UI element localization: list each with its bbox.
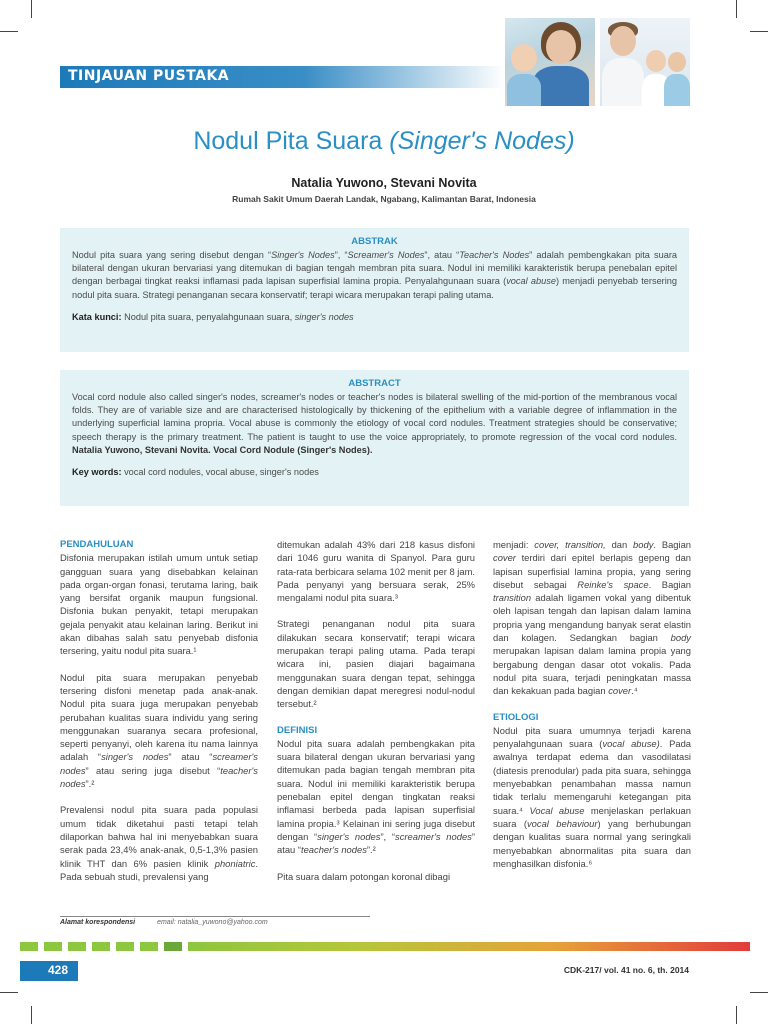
abstrak-box bbox=[60, 228, 689, 352]
abstrak-heading: ABSTRAK bbox=[351, 236, 398, 247]
paragraph: Prevalensi nodul pita suara pada populasi umum tidak diketahui pasti tetapi telah dilaporkan bahwa hal ini menyebabkan suara serak pada 23,4% anak-anak, 0,5-1,3% pasien klinik THT dan 6% pasien klinik phoniatric. Pada sebuah studi, prevalensi yang bbox=[60, 804, 258, 882]
footnote-rule bbox=[60, 916, 370, 917]
stripe-square bbox=[116, 942, 134, 951]
photo-doctor-child bbox=[505, 18, 595, 106]
stripe-square bbox=[92, 942, 110, 951]
abstract-heading: ABSTRACT bbox=[348, 378, 401, 389]
abstrak-text: Nodul pita suara yang sering disebut dengan “Singer's Nodes”, “Screamer's Nodes”, atau “Teacher's Nodes” adalah pembengkakan pita suara bilateral dengan ukuran bervariasi yang ditemukan di bagian tengah membran pita suara. Nodul ini memiliki karakteristik berupa penebalan epitel dengan berbagai tingkat reaksi inflamasi pada lapisan superfisial lamina propia. Penyalahgunaan suara (vocal abuse) menjadi penyebab tersering nodul pita suara. Strategi penanganan secara konservatif; terapi wicara merupakan terapi paling utama. bbox=[72, 250, 678, 300]
header-photos bbox=[505, 18, 690, 106]
stripe-square bbox=[164, 942, 182, 951]
crop-mark bbox=[0, 992, 18, 993]
paragraph: Nodul pita suara umumnya terjadi karena penyalahgunaan suara (vocal abuse). Pada awalnya terdapat edema dan vasodilatasi (diatesis prenodular) pada pita suara, sehingga menyebabkan penambahan massa namun tidak terlalu memengaruhi ketegangan pita suara.⁴ Vocal abuse menjelaskan perlakuan suara (vocal behaviour) yang berhubungan dengan kualitas suara normal yang seringkali menyebabkan abnormalitas pita suara dan menghasilkan disfonia.⁶ bbox=[493, 724, 692, 869]
footnote bbox=[60, 919, 268, 926]
stripe-square bbox=[68, 942, 86, 951]
heading-etiologi: ETIOLOGI bbox=[493, 711, 539, 723]
stripe-square bbox=[44, 942, 62, 951]
stripe-square bbox=[20, 942, 38, 951]
paragraph: ditemukan adalah 43% dari 218 kasus disfoni dari 1046 guru wanita di Spanyol. Para guru rata-rata berbicara selama 102 menit per 8 jam. Pada penyanyi yang bersuara serak, 25% mengalami nodul pita suara.³ bbox=[277, 539, 476, 604]
crop-mark bbox=[31, 0, 32, 18]
authors: Natalia Yuwono, Stevani Novita bbox=[291, 176, 477, 190]
paragraph: Strategi penanganan nodul pita suara dilakukan secara konservatif; terapi wicara merupakan terapi paling utama. Pada terapi wicara ini, pasien diajari bagaimana menggunakan suara dengan tepat, sehingga dengan demikian dapat meregresi nodul-nodul tersebut.² bbox=[277, 618, 475, 710]
kata-kunci: Kata kunci: Nodul pita suara, penyalahgunaan suara, singer's nodes bbox=[72, 311, 354, 322]
title-alt: (Singer's Nodes) bbox=[389, 127, 575, 155]
article-title bbox=[0, 127, 768, 156]
abstract-box bbox=[60, 370, 689, 506]
paragraph: Disfonia merupakan istilah umum untuk setiap gangguan suara yang disebabkan kelainan pada organ-organ fonasi, terutama laring, baik yang bersifat organik maupun fungsional. Disfonia bukan penyakit, tetapi merupakan gejala penyakit atau kelainan laring. Berikut ini akan dibahas salah satu penyebab disfonia tersering, yaitu nodul pita suara.¹ bbox=[60, 552, 258, 657]
section-tag: TINJAUAN PUSTAKA bbox=[68, 68, 230, 84]
column-1 bbox=[60, 538, 258, 896]
key-words: Key words: vocal cord nodules, vocal abuse, singer's nodes bbox=[72, 467, 319, 478]
journal-citation: CDK-217/ vol. 41 no. 6, th. 2014 bbox=[563, 965, 689, 975]
heading-definisi: DEFINISI bbox=[277, 724, 318, 736]
column-3 bbox=[493, 538, 691, 883]
crop-mark bbox=[736, 1006, 737, 1024]
crop-mark bbox=[750, 992, 768, 993]
paragraph: Nodul pita suara merupakan penyebab tersering disfoni menetap pada anak-anak. Nodul pita suara juga merupakan penyebab perubahan kualitas suara individu yang sering menggunakan suaranya secara profesional, seperti penyanyi, oleh karena itu nama lainnya adalah “singer's nodes” atau “screamer's nodes” atau sering juga disebut “teacher's nodes”.² bbox=[60, 671, 258, 790]
photo-medical-team bbox=[600, 18, 690, 106]
page-number: 428 bbox=[48, 963, 69, 977]
abstract-text: Vocal cord nodule also called singer's nodes, screamer's nodes or teacher's nodes is bilateral swelling of the mid-portion of the membranous vocal folds. They are of variable size and are characterised histologically by thickening of the epithelium with a variable degree of inflammation in the underlying superficial lamina propria. Vocal abuse is commonly the etiology of vocal cord nodules. Treatment strategies should be conservative; speech therapy is the primary treatment. The patient is taught to use the voice appropriately, to promote regression of the vocal cord nodules. Natalia Yuwono, Stevani Novita. Vocal Cord Nodule (Singer's Nodes). bbox=[72, 392, 677, 455]
crop-mark bbox=[736, 0, 737, 18]
affiliation: Rumah Sakit Umum Daerah Landak, Ngabang, Kalimantan Barat, Indonesia bbox=[232, 194, 536, 204]
title-main: Nodul Pita Suara bbox=[193, 127, 383, 155]
paragraph: Nodul pita suara adalah pembengkakan pita suara bilateral dengan ukuran bervariasi yang ditemukan pada bagian tengah membran pita suara. Nodul ini memiliki karakteristik berupa penebalan epitel dengan tingkatan reaksi inflamasi berbeda pada lapisan superfisial lamina propia.³ Kelainan ini sering juga disebut dengan “singer's nodes”, “screamer's nodes” atau “teacher's nodes”.² bbox=[277, 737, 475, 856]
stripe-bar bbox=[188, 942, 750, 951]
column-2 bbox=[277, 538, 475, 896]
crop-mark bbox=[31, 1006, 32, 1024]
heading-pendahuluan: PENDAHULUAN bbox=[60, 539, 134, 550]
paragraph: Pita suara dalam potongan koronal dibagi bbox=[277, 870, 451, 882]
crop-mark bbox=[0, 31, 18, 32]
paragraph: menjadi: cover, transition, dan body. Bagian cover terdiri dari epitel berlapis gepeng dan lapisan superfisial lamina propia, yang sering disebut sebagai Reinke's space. Bagian transition adalah ligamen vokal yang dibentuk oleh lapisan tengah dan lapisan dalam lamina propria yang mengandung banyak serat elastin dan kolagen. Sedangkan bagian body merupakan lapisan dalam lamina propia yang bergabung dengan dasar otot vokalis. Pada nodul pita suara, terjadi peningkatan massa dan kekakuan pada bagian cover.⁴ bbox=[493, 539, 692, 697]
footnote-label: Alamat korespondensi bbox=[60, 919, 136, 926]
stripe-square bbox=[140, 942, 158, 951]
footnote-email[interactable]: email: natalia_yuwono@yahoo.com bbox=[157, 919, 268, 926]
crop-mark bbox=[750, 31, 768, 32]
